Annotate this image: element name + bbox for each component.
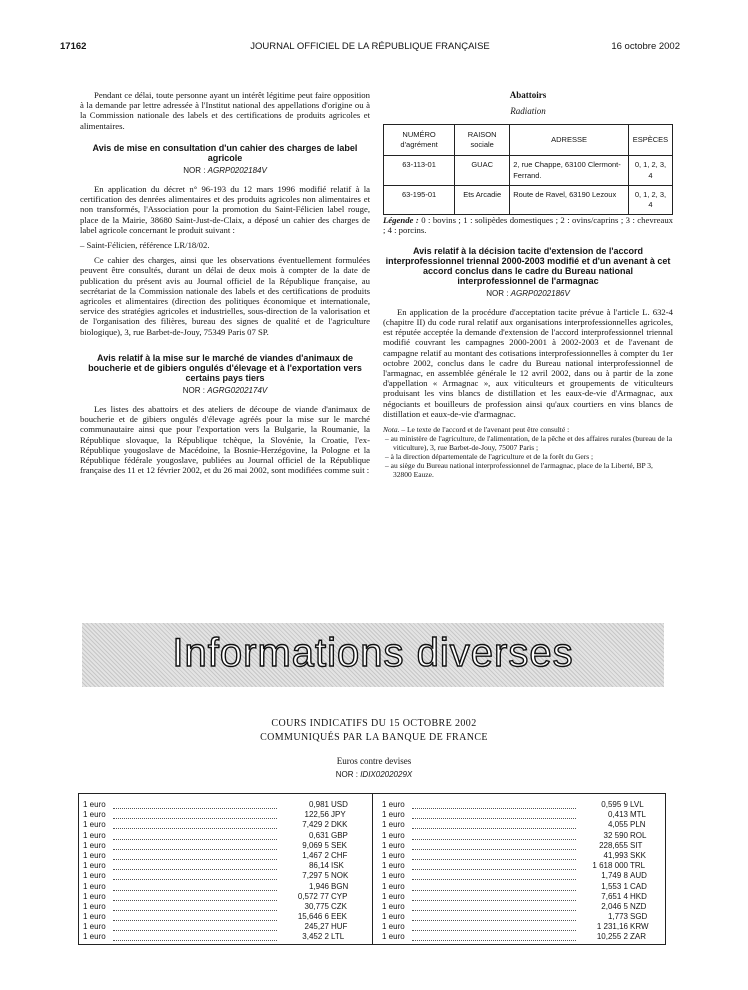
page-number: 17162 [60, 41, 87, 52]
rate-label: 1 euro [382, 922, 405, 932]
currency-code: CAD [630, 881, 647, 891]
rate-value: 0,631 [308, 830, 329, 840]
rate-label: 1 euro [382, 932, 405, 942]
currency-code: GBP [331, 830, 348, 840]
table-cell: 0, 1, 2, 3, 4 [628, 156, 672, 185]
rate-label: 1 euro [83, 820, 106, 830]
rate-value: 32 590 [603, 830, 628, 840]
rate-row [83, 871, 353, 881]
rate-value: 7,429 2 [302, 820, 329, 830]
table-cell: 63-113-01 [384, 156, 455, 185]
rate-value: 245,27 [304, 922, 329, 932]
currency-code: ROL [630, 830, 647, 840]
banner-title: Informations diverses [172, 631, 574, 675]
currency-code: SKK [630, 850, 647, 860]
leader-dots [412, 831, 576, 840]
table-row [384, 156, 673, 185]
rate-value: 9,069 5 [302, 840, 329, 850]
nota-intro: Nota. – Le texte de l'accord et de l'avenant peut être consulté : [383, 425, 570, 435]
rate-label: 1 euro [83, 912, 106, 922]
rate-label: 1 euro [382, 861, 405, 871]
currency-code: EEK [331, 912, 348, 922]
nota-block [383, 425, 673, 479]
rate-row [83, 800, 353, 810]
leader-dots [113, 922, 277, 931]
currency-code: TRL [630, 861, 646, 871]
table-cell: GUAC [455, 156, 510, 185]
rate-label: 1 euro [83, 861, 106, 871]
rate-value: 1,773 [607, 912, 628, 922]
rate-value: 0,981 [308, 800, 329, 809]
currency-code: CYP [331, 891, 348, 901]
leader-dots [113, 932, 277, 941]
rate-label: 1 euro [382, 901, 405, 911]
leader-dots [113, 912, 277, 921]
leader-dots [412, 861, 576, 870]
rates-right-column [382, 800, 652, 943]
currency-code: ISK [331, 861, 344, 871]
rate-row [382, 882, 652, 892]
currency-code: ZAR [630, 932, 646, 942]
rate-row [83, 861, 353, 871]
rate-row [83, 851, 353, 861]
rate-label: 1 euro [382, 800, 405, 809]
rate-label: 1 euro [83, 881, 106, 891]
table-cell: Route de Ravel, 63190 Lezoux [510, 185, 629, 214]
column-header: RAISON sociale [455, 125, 510, 156]
rate-value: 1,946 [308, 881, 329, 891]
column-header: ADRESSE [510, 125, 629, 156]
rate-value: 1 231,16 [596, 922, 628, 932]
rate-label: 1 euro [382, 912, 405, 922]
rate-value: 0,413 [607, 810, 628, 820]
rate-label: 1 euro [83, 891, 106, 901]
leader-dots [113, 800, 277, 809]
leader-dots [412, 882, 576, 891]
currency-code: SIT [630, 840, 643, 850]
rate-value: 30,775 [304, 901, 329, 911]
rate-row [83, 912, 353, 922]
right-column [383, 90, 673, 479]
rate-row [382, 820, 652, 830]
rate-label: 1 euro [83, 922, 106, 932]
nota-item: – au siège du Bureau national interprofessionnel de l'armagnac, place de la Liberté, BP 3, 32800 Eauze. [385, 461, 653, 480]
rate-label: 1 euro [382, 830, 405, 840]
currency-code: SGD [630, 912, 648, 922]
currency-code: PLN [630, 820, 646, 830]
page-header [60, 41, 680, 55]
rate-label: 1 euro [382, 840, 405, 850]
abattoirs-heading: Abattoirs [509, 90, 547, 100]
rate-label: 1 euro [382, 871, 405, 881]
rate-value: 228,655 [599, 840, 628, 850]
rate-value: 1 618 000 [592, 861, 628, 871]
column-divider [372, 794, 373, 944]
currency-code: SEK [331, 840, 348, 850]
rate-value: 7,297 5 [302, 871, 329, 881]
product-item: – Saint-Félicien, référence LR/18/02. [80, 240, 210, 251]
rate-label: 1 euro [382, 850, 405, 860]
table-cell: 0, 1, 2, 3, 4 [628, 185, 672, 214]
nor-reference: NOR : AGRP0202186V [486, 288, 570, 298]
rate-label: 1 euro [83, 850, 106, 860]
rate-row [382, 902, 652, 912]
rate-row [83, 892, 353, 902]
leader-dots [113, 882, 277, 891]
leader-dots [412, 892, 576, 901]
leader-dots [113, 820, 277, 829]
exchange-rates-table [78, 793, 666, 945]
rate-label: 1 euro [83, 932, 106, 942]
currency-code: NOK [331, 871, 349, 881]
rate-row [83, 810, 353, 820]
issue-date: 16 octobre 2002 [611, 41, 680, 52]
leader-dots [113, 861, 277, 870]
cours-title-line2: COMMUNIQUÉS PAR LA BANQUE DE FRANCE [260, 732, 488, 743]
rate-row [83, 922, 353, 932]
rate-value: 7,651 4 [601, 891, 628, 901]
leader-dots [412, 932, 576, 941]
currency-code: BGN [331, 881, 349, 891]
section-title-armagnac: Avis relatif à la décision tacite d'extension de l'accord interprofessionnel triennal 2000-2003 modifié et d'un avenant à cet accord conclus dans le cadre du Bureau national interprofessionnel de l'armagnac [385, 245, 671, 286]
paragraph: Ce cahier des charges, ainsi que les observations éventuellement formulées peuvent être consultés, durant un délai de deux mois à compter de la date de publication du présent avis au Journal officiel de la République française, au secrétariat de la Commission nationale des labels et des certifications de produits agricoles et alimentaires (direction des politiques économique et internationale, service des stratégies agricoles et industrielles, sous-direction de la valorisation et de l'organisation des filières, bureau des signes de qualité et de l'agriculture biologique), 3, rue Barbet-de-Jouy, 75349 Paris 07 SP. [80, 255, 370, 337]
nor-reference: NOR : AGRG0202174V [182, 385, 268, 395]
nor-reference: NOR : IDIX0202029X [335, 770, 413, 779]
leader-dots [113, 851, 277, 860]
nota-item: – au ministère de l'agriculture, de l'alimentation, de la pêche et des affaires rurales (bureau de la viticulture), 3, rue Barbet-de-Jouy, 75007 Paris ; [385, 434, 673, 453]
leader-dots [412, 922, 576, 931]
table-header-row [384, 125, 673, 156]
leader-dots [412, 820, 576, 829]
rate-label: 1 euro [83, 901, 106, 911]
currency-code: KRW [630, 922, 649, 932]
leader-dots [113, 810, 277, 819]
informations-diverses-banner [82, 623, 664, 687]
currency-code: USD [331, 800, 348, 809]
rate-label: 1 euro [382, 810, 405, 820]
rate-row [382, 861, 652, 871]
rate-label: 1 euro [83, 800, 106, 809]
section-title-label-agricole: Avis de mise en consultation d'un cahier des charges de label agricole [92, 142, 358, 163]
rate-value: 1,467 2 [302, 850, 329, 860]
rate-row [382, 871, 652, 881]
paragraph: Les listes des abattoirs et des ateliers de découpe de viande d'animaux de boucherie et de gibiers ongulés d'élevage agréés pour la mise sur le marché communautaire ainsi que pour l'exportation vers la Bulgarie, la Roumanie, la République slovaque, la République tchèque, la Slovénie, la Croatie, l'ex-République yougoslave de Macédoine, la Bosnie-Herzégovine, la Pologne et la République fédérale yougoslave, publiées au Journal officiel de la République française des 11 et 12 février 2002, et du 26 mai 2002, sont modifiées comme suit : [80, 404, 370, 476]
column-header: NUMÉRO d'agrément [384, 125, 455, 156]
rate-row [382, 831, 652, 841]
leader-dots [113, 841, 277, 850]
table-legend: Légende : 0 : bovins ; 1 : solipèdes domestiques ; 2 : ovins/caprins ; 3 : chevreaux ; 4 : porcins. [383, 215, 674, 236]
currency-code: DKK [331, 820, 348, 830]
rate-row [382, 841, 652, 851]
intro-paragraph: Pendant ce délai, toute personne ayant un intérêt légitime peut faire opposition à la demande par lettre adressée à l'Institut national des appellations d'origine ou à la Commission nationale des labels et des certifications de produits agricoles et alimentaires. [80, 90, 370, 131]
section-title-viandes: Avis relatif à la mise sur le marché de viandes d'animaux de boucherie et de gibiers ongulés d'élevage et à l'exportation vers certains pays tiers [88, 352, 362, 383]
currency-code: HKD [630, 891, 647, 901]
rate-value: 1,749 8 [601, 871, 628, 881]
rate-value: 86,14 [308, 861, 329, 871]
rate-label: 1 euro [382, 891, 405, 901]
radiation-subheading: Radiation [510, 106, 546, 117]
rate-row [83, 841, 353, 851]
currency-code: AUD [630, 871, 647, 881]
currency-code: JPY [331, 810, 346, 820]
table-row [384, 185, 673, 214]
rate-value: 122,56 [304, 810, 329, 820]
rate-label: 1 euro [83, 840, 106, 850]
rate-value: 0,595 9 [601, 800, 628, 809]
rate-value: 1,553 1 [601, 881, 628, 891]
table-cell: 63-195-01 [384, 185, 455, 214]
leader-dots [113, 902, 277, 911]
rate-value: 0,572 77 [297, 891, 329, 901]
rate-row [83, 831, 353, 841]
rate-value: 10,255 2 [596, 932, 628, 942]
rate-label: 1 euro [83, 830, 106, 840]
rate-row [83, 882, 353, 892]
rate-value: 2,046 5 [601, 901, 628, 911]
rate-value: 3,452 2 [302, 932, 329, 942]
currency-code: LVL [630, 800, 644, 809]
leader-dots [412, 851, 576, 860]
rate-row [382, 922, 652, 932]
column-header: ESPÈCES [628, 125, 672, 156]
nota-item: – à la direction départementale de l'agriculture et de la forêt du Gers ; [385, 452, 594, 462]
abattoirs-table [383, 124, 673, 215]
paragraph: En application de la procédure d'acceptation tacite prévue à l'article L. 632-4 (chapitre II) du code rural relatif aux organisations interprofessionnelles agricoles, est réputée acceptée la demande d'extension de l'accord interprofessionnel triennal modifié couvrant les campagnes 2000-2001 à 2002-2003 et de l'avenant de campagne relatif au montant des cotisations interprofessionnelles à compter du 1er octobre 2002, conclus dans le cadre du Bureau national interprofessionnel de l'armagnac, en assemblée générale le 12 avril 2002, dans ou à partir de la zone d'appellation « Armagnac », aux viticulteurs et groupements de viticulteurs produisant les vins blancs de distillation et les eaux-de-vie d'Armagnac, aux négociants et bouilleurs de profession ainsi qu'aux courtiers en vins blancs de distillation et eaux-de-vie d'armagnac. [383, 306, 673, 419]
rate-value: 4,055 [607, 820, 628, 830]
euros-subtitle: Euros contre devises [336, 756, 412, 766]
currency-code: HUF [331, 922, 348, 932]
journal-title: JOURNAL OFFICIEL DE LA RÉPUBLIQUE FRANÇAISE [250, 41, 490, 52]
rate-row [83, 902, 353, 912]
rate-label: 1 euro [382, 820, 405, 830]
rate-label: 1 euro [83, 871, 106, 881]
leader-dots [412, 912, 576, 921]
rate-row [83, 820, 353, 830]
rate-label: 1 euro [382, 881, 405, 891]
leader-dots [412, 810, 576, 819]
table-cell: 2, rue Chappe, 63100 Clermont-Ferrand. [510, 156, 629, 185]
leader-dots [412, 841, 576, 850]
rate-row [382, 932, 652, 942]
rate-row [382, 800, 652, 810]
rate-value: 15,646 6 [297, 912, 329, 922]
rate-label: 1 euro [83, 810, 106, 820]
rate-value: 41,993 [603, 850, 628, 860]
leader-dots [412, 871, 576, 880]
leader-dots [412, 800, 576, 809]
leader-dots [113, 892, 277, 901]
rate-row [83, 932, 353, 942]
currency-code: NZD [630, 901, 647, 911]
table-cell: Ets Arcadie [455, 185, 510, 214]
rate-row [382, 892, 652, 902]
rate-row [382, 912, 652, 922]
paragraph: En application du décret n° 96-193 du 12 mars 1996 modifié relatif à la certification des denrées alimentaires et des produits agricoles non alimentaires et non transformés, l'Association pour la promotion du Saint-Félicien label rouge, place de la Mairie, 38680 Saint-Just-de-Claix, a déposé un cahier des charges de label agricole concernant le produit suivant : [80, 184, 370, 235]
rate-row [382, 851, 652, 861]
currency-code: CHF [331, 850, 348, 860]
left-column [80, 90, 370, 480]
currency-code: MTL [630, 810, 646, 820]
leader-dots [113, 871, 277, 880]
currency-code: CZK [331, 901, 347, 911]
rates-left-column [83, 800, 353, 943]
rate-row [382, 810, 652, 820]
nor-reference: NOR : AGRP0202184V [183, 165, 267, 175]
cours-title-line1: COURS INDICATIFS DU 15 OCTOBRE 2002 [271, 718, 477, 729]
leader-dots [412, 902, 576, 911]
leader-dots [113, 831, 277, 840]
currency-code: LTL [331, 932, 345, 942]
